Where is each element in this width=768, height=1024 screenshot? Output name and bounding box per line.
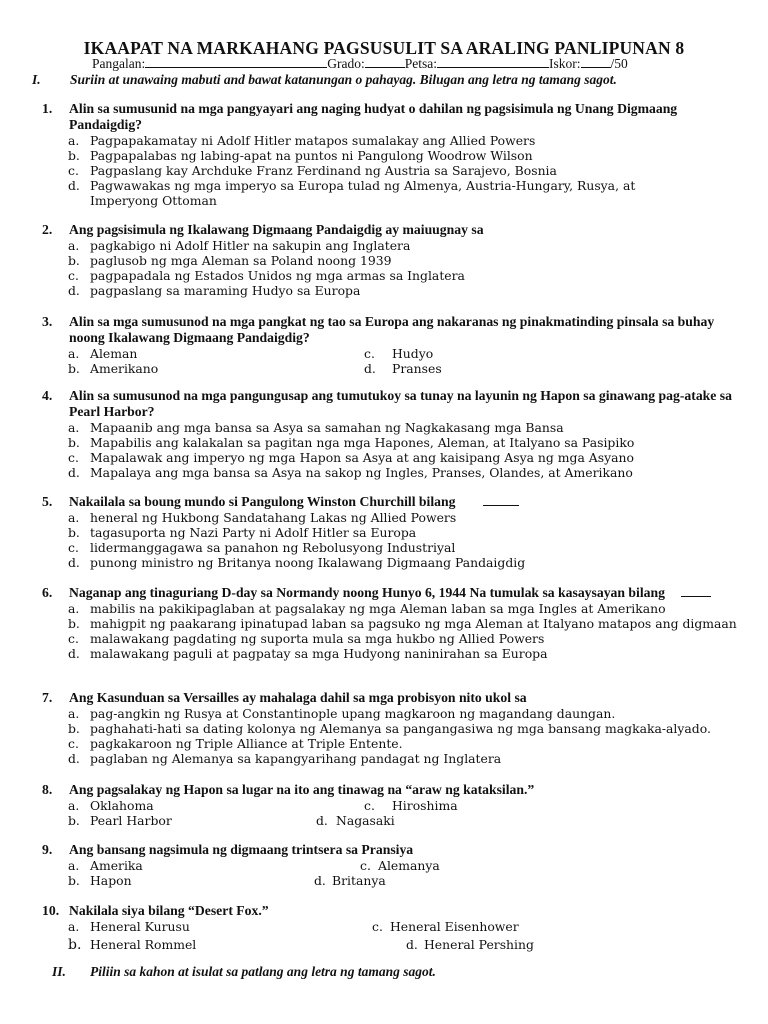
- option-b[interactable]: [68, 873, 132, 888]
- option-letter: a.: [68, 238, 80, 253]
- question-stem: [42, 690, 732, 706]
- option-letter: d.: [68, 646, 80, 662]
- option-text: Hapon: [90, 873, 132, 889]
- option-b[interactable]: [68, 937, 196, 953]
- option-text: Pagpapakamatay ni Adolf Hitler matapos sumalakay ang Allied Powers: [90, 133, 536, 148]
- question-text: Ang Kasunduan sa Versailles ay mahalaga dahil sa mga probisyon nito ukol sa: [69, 690, 527, 705]
- option-a[interactable]: [42, 238, 732, 253]
- option-a[interactable]: [68, 346, 137, 361]
- option-c[interactable]: [364, 346, 433, 361]
- option-d[interactable]: [406, 937, 534, 952]
- option-text: Pranses: [392, 361, 442, 377]
- option-text: Mapalaya ang mga bansa sa Asya na sakop ng Ingles, Pranses, Olandes, at Amerikano: [90, 465, 633, 481]
- question-4: [42, 388, 732, 480]
- option-letter: b.: [68, 616, 80, 632]
- option-letter: d.: [406, 937, 418, 953]
- question-9: [42, 842, 732, 888]
- option-b[interactable]: [68, 361, 158, 376]
- option-letter: d.: [68, 465, 80, 481]
- option-b[interactable]: [42, 616, 737, 632]
- option-b[interactable]: [42, 253, 732, 268]
- question-2: [42, 222, 732, 298]
- question-text: Ang pagsisimula ng Ikalawang Digmaang Pandaigdig ay maiuugnay sa: [69, 222, 484, 237]
- option-letter: c.: [68, 736, 79, 752]
- option-text: Mapalawak ang imperyo ng mga Hapon sa Asya at ang kaisipang Asya ng mga Asyano: [90, 450, 634, 466]
- option-b[interactable]: [42, 525, 732, 540]
- option-text: Hudyo: [392, 346, 434, 361]
- option-letter: a.: [68, 601, 80, 616]
- options-row: [42, 798, 732, 813]
- student-info-line: [92, 56, 628, 72]
- option-c[interactable]: [364, 798, 458, 813]
- option-b[interactable]: [42, 148, 732, 163]
- option-letter: b.: [68, 148, 80, 164]
- option-c[interactable]: [42, 736, 732, 751]
- option-letter: b.: [68, 721, 80, 737]
- question-10: [42, 903, 732, 952]
- option-c[interactable]: [42, 163, 732, 178]
- question-number: 6.: [42, 585, 53, 600]
- part2-numeral: II.: [52, 964, 66, 979]
- question-stem: [42, 842, 732, 858]
- option-text: pagkakaroon ng Triple Alliance at Triple Entente.: [90, 736, 403, 752]
- options-row: [42, 858, 732, 873]
- question-8: [42, 782, 732, 828]
- question-text: Nakailala sa boung mundo si Pangulong Winston Churchill bilang: [69, 494, 456, 509]
- option-text: paglaban ng Alemanya sa kapangyarihang pandagat ng Inglatera: [90, 751, 502, 767]
- option-letter: c.: [68, 540, 79, 556]
- option-text: Aleman: [90, 346, 138, 361]
- option-text: tagasuporta ng Nazi Party ni Adolf Hitler sa Europa: [90, 525, 417, 541]
- option-text: Pagpapalabas ng labing-apat na puntos ni Pangulong Woodrow Wilson: [90, 148, 533, 164]
- name-label: Pangalan:: [92, 56, 146, 71]
- page-title: IKAAPAT NA MARKAHANG PAGSUSULIT SA ARALING PANLIPUNAN 8: [83, 38, 685, 58]
- option-letter: c.: [68, 163, 79, 179]
- question-number: 5.: [42, 494, 53, 509]
- answer-blank[interactable]: [483, 495, 519, 506]
- option-c[interactable]: [42, 631, 732, 646]
- option-text: malawakang paguli at pagpatay sa mga Hudyong naninirahan sa Europa: [90, 646, 548, 662]
- option-text: paghahati-hati sa dating kolonya ng Alemanya sa pangangasiwa ng mga bansang magkaka-alyado.: [90, 721, 711, 737]
- question-6: [42, 585, 737, 662]
- option-c[interactable]: [42, 540, 732, 555]
- option-letter: a.: [68, 858, 80, 873]
- option-text: pag-angkin ng Rusya at Constantinople upang magkaroon ng magandang daungan.: [90, 706, 616, 721]
- option-text: Pearl Harbor: [90, 813, 172, 829]
- question-1: [42, 101, 732, 208]
- option-letter: d.: [316, 813, 328, 829]
- option-letter: b.: [68, 435, 80, 451]
- option-d[interactable]: [314, 873, 386, 888]
- option-d[interactable]: [42, 178, 732, 208]
- option-text: Britanya: [332, 873, 386, 889]
- question-text: Alin sa mga sumusunod na mga pangkat ng tao sa Europa ang nakaranas ng pinakmatinding pinsala sa buhay noong Ikalawang Digmaang Pandaigdig?: [69, 314, 715, 345]
- option-text: lidermanggagawa sa panahon ng Rebolusyong Industriyal: [90, 540, 456, 556]
- options-row: [42, 919, 732, 934]
- options-row: [42, 813, 732, 828]
- question-number: 3.: [42, 314, 53, 329]
- option-a[interactable]: [42, 510, 732, 525]
- option-text: Mapabilis ang kalakalan sa pagitan nga mga Hapones, Aleman, at Italyano sa Pasipiko: [90, 435, 635, 451]
- question-stem: [42, 585, 732, 601]
- option-letter: d.: [314, 873, 326, 889]
- option-letter: c.: [364, 798, 375, 813]
- option-letter: b.: [68, 813, 80, 829]
- option-text: mabilis na pakikipaglaban at pagsalakay ng mga Aleman laban sa mga Ingles at Amerikano: [90, 601, 666, 616]
- option-letter: c.: [68, 631, 79, 647]
- option-text: pagpapadala ng Estados Unidos ng mga armas sa Inglatera: [90, 268, 465, 284]
- question-7: [42, 690, 732, 766]
- options-row: [42, 346, 732, 361]
- options-row: [42, 873, 732, 888]
- option-letter: a.: [68, 346, 80, 361]
- option-text: Hiroshima: [392, 798, 458, 813]
- date-blank[interactable]: [437, 56, 549, 68]
- option-letter: d.: [68, 751, 80, 767]
- option-letter: b.: [68, 253, 80, 269]
- question-number: 2.: [42, 222, 53, 237]
- option-a[interactable]: [42, 420, 732, 435]
- option-letter: b.: [68, 525, 80, 541]
- option-b[interactable]: [42, 721, 732, 736]
- question-text: Naganap ang tinaguriang D-day sa Normandy noong Hunyo 6, 1944 Na tumulak sa kasaysayan bilang: [69, 585, 665, 600]
- option-d[interactable]: [42, 283, 732, 298]
- question-number: 4.: [42, 388, 53, 403]
- option-d[interactable]: [316, 813, 395, 828]
- question-number: 7.: [42, 690, 53, 705]
- option-c[interactable]: [360, 858, 440, 873]
- option-letter: b.: [68, 361, 80, 377]
- option-b[interactable]: [42, 435, 732, 450]
- part1-numeral: I.: [32, 72, 41, 87]
- option-text: malawakang pagdating ng suporta mula sa mga hukbo ng Allied Powers: [90, 631, 545, 647]
- question-number: 10.: [42, 903, 60, 918]
- question-number: 1.: [42, 101, 53, 116]
- options-row: [42, 361, 732, 376]
- option-b[interactable]: [68, 813, 172, 828]
- question-5: [42, 494, 732, 570]
- question-text: Ang pagsalakay ng Hapon sa lugar na ito ang tinawag na “araw ng kataksilan.”: [69, 782, 535, 797]
- option-letter: b.: [68, 937, 82, 954]
- option-letter: b.: [68, 873, 80, 889]
- part2-instruction: [52, 964, 436, 980]
- option-letter: d.: [68, 283, 80, 299]
- options-row: [42, 937, 732, 952]
- option-c[interactable]: [372, 919, 519, 934]
- option-d[interactable]: [42, 465, 732, 480]
- option-a[interactable]: [68, 858, 143, 873]
- option-letter: d.: [68, 178, 80, 194]
- option-letter: c.: [364, 346, 375, 361]
- question-number: 8.: [42, 782, 53, 797]
- option-text: Pagwawakas ng mga imperyo sa Europa tulad ng Almenya, Austria-Hungary, Rusya, at Imperyong Ottoman: [90, 178, 636, 209]
- option-text: Heneral Rommel: [90, 937, 197, 953]
- option-text: Mapaanib ang mga bansa sa Asya sa samahan ng Nagkakasang mga Bansa: [90, 420, 564, 435]
- option-a[interactable]: [42, 601, 732, 616]
- question-stem: [42, 903, 732, 919]
- date-label: Petsa:: [404, 56, 437, 71]
- question-stem: [42, 494, 732, 510]
- option-letter: c.: [360, 858, 371, 873]
- question-number: 9.: [42, 842, 53, 857]
- option-letter: a.: [68, 420, 80, 435]
- question-stem: [42, 314, 732, 346]
- option-text: pagpaslang sa maraming Hudyo sa Europa: [90, 283, 361, 299]
- option-a[interactable]: [68, 798, 154, 813]
- grade-label: Grado:: [327, 56, 365, 71]
- score-total: /50: [610, 56, 628, 71]
- option-text: Oklahoma: [90, 798, 154, 813]
- option-d[interactable]: [42, 646, 732, 661]
- option-text: Nagasaki: [336, 813, 395, 829]
- option-text: pagkabigo ni Adolf Hitler na sakupin ang Inglatera: [90, 238, 411, 253]
- option-letter: a.: [68, 919, 80, 934]
- option-letter: d.: [364, 361, 376, 377]
- option-a[interactable]: [68, 919, 190, 934]
- option-letter: a.: [68, 798, 80, 813]
- question-text: Nakilala siya bilang “Desert Fox.”: [69, 903, 269, 918]
- option-text: paglusob ng mga Aleman sa Poland noong 1939: [90, 253, 392, 269]
- option-text: Heneral Kurusu: [90, 919, 190, 934]
- part2-text: Piliin sa kahon at isulat sa patlang ang letra ng tamang sagot.: [90, 964, 436, 979]
- score-blank[interactable]: [581, 56, 611, 68]
- part1-text: Suriin at unawaing mabuti and bawat katanungan o pahayag. Bilugan ang letra ng tamang sagot.: [70, 72, 617, 87]
- option-letter: c.: [372, 919, 383, 934]
- option-letter: c.: [68, 268, 79, 284]
- option-d[interactable]: [42, 555, 732, 570]
- option-letter: a.: [68, 706, 80, 721]
- option-text: heneral ng Hukbong Sandatahang Lakas ng Allied Powers: [90, 510, 457, 525]
- option-text: Heneral Pershing: [424, 937, 534, 953]
- option-text: Alemanya: [378, 858, 440, 873]
- question-text: Alin sa sumusunod na mga pangungusap ang tumutukoy sa tunay na layunin ng Hapon sa ginawang pag-atake sa Pearl Harbor?: [69, 388, 732, 419]
- option-text: Pagpaslang kay Archduke Franz Ferdinand ng Austria sa Sarajevo, Bosnia: [90, 163, 557, 179]
- option-d[interactable]: [364, 361, 442, 376]
- question-3: [42, 314, 732, 376]
- option-letter: a.: [68, 133, 80, 148]
- part1-instruction: [32, 72, 617, 88]
- option-a[interactable]: [42, 133, 732, 148]
- question-stem: [42, 388, 732, 420]
- question-stem: [42, 782, 732, 798]
- name-blank[interactable]: [145, 56, 327, 68]
- option-c[interactable]: [42, 450, 732, 465]
- grade-blank[interactable]: [365, 56, 405, 68]
- option-text: Amerika: [90, 858, 143, 873]
- score-label: Iskor:: [549, 56, 581, 71]
- option-text: Amerikano: [90, 361, 159, 377]
- option-a[interactable]: [42, 706, 732, 721]
- option-letter: d.: [68, 555, 80, 571]
- option-text: mahigpit ng paakarang ipinatupad laban sa pagsuko ng mga Aleman at Italyano matapos ang digmaan: [90, 616, 737, 632]
- option-text: punong ministro ng Britanya noong Ikalawang Digmaang Pandaigdig: [90, 555, 526, 571]
- answer-blank[interactable]: [681, 586, 711, 597]
- option-text: Heneral Eisenhower: [390, 919, 519, 934]
- question-text: Ang bansang nagsimula ng digmaang trintsera sa Pransiya: [69, 842, 414, 857]
- option-c[interactable]: [42, 268, 732, 283]
- question-stem: [42, 222, 732, 238]
- option-d[interactable]: [42, 751, 732, 766]
- question-text: Alin sa sumusunid na mga pangyayari ang naging hudyat o dahilan ng pagsisimula ng Unang Digmaang Pandaigdig?: [69, 101, 678, 132]
- option-letter: c.: [68, 450, 79, 466]
- question-stem: [42, 101, 732, 133]
- option-letter: a.: [68, 510, 80, 525]
